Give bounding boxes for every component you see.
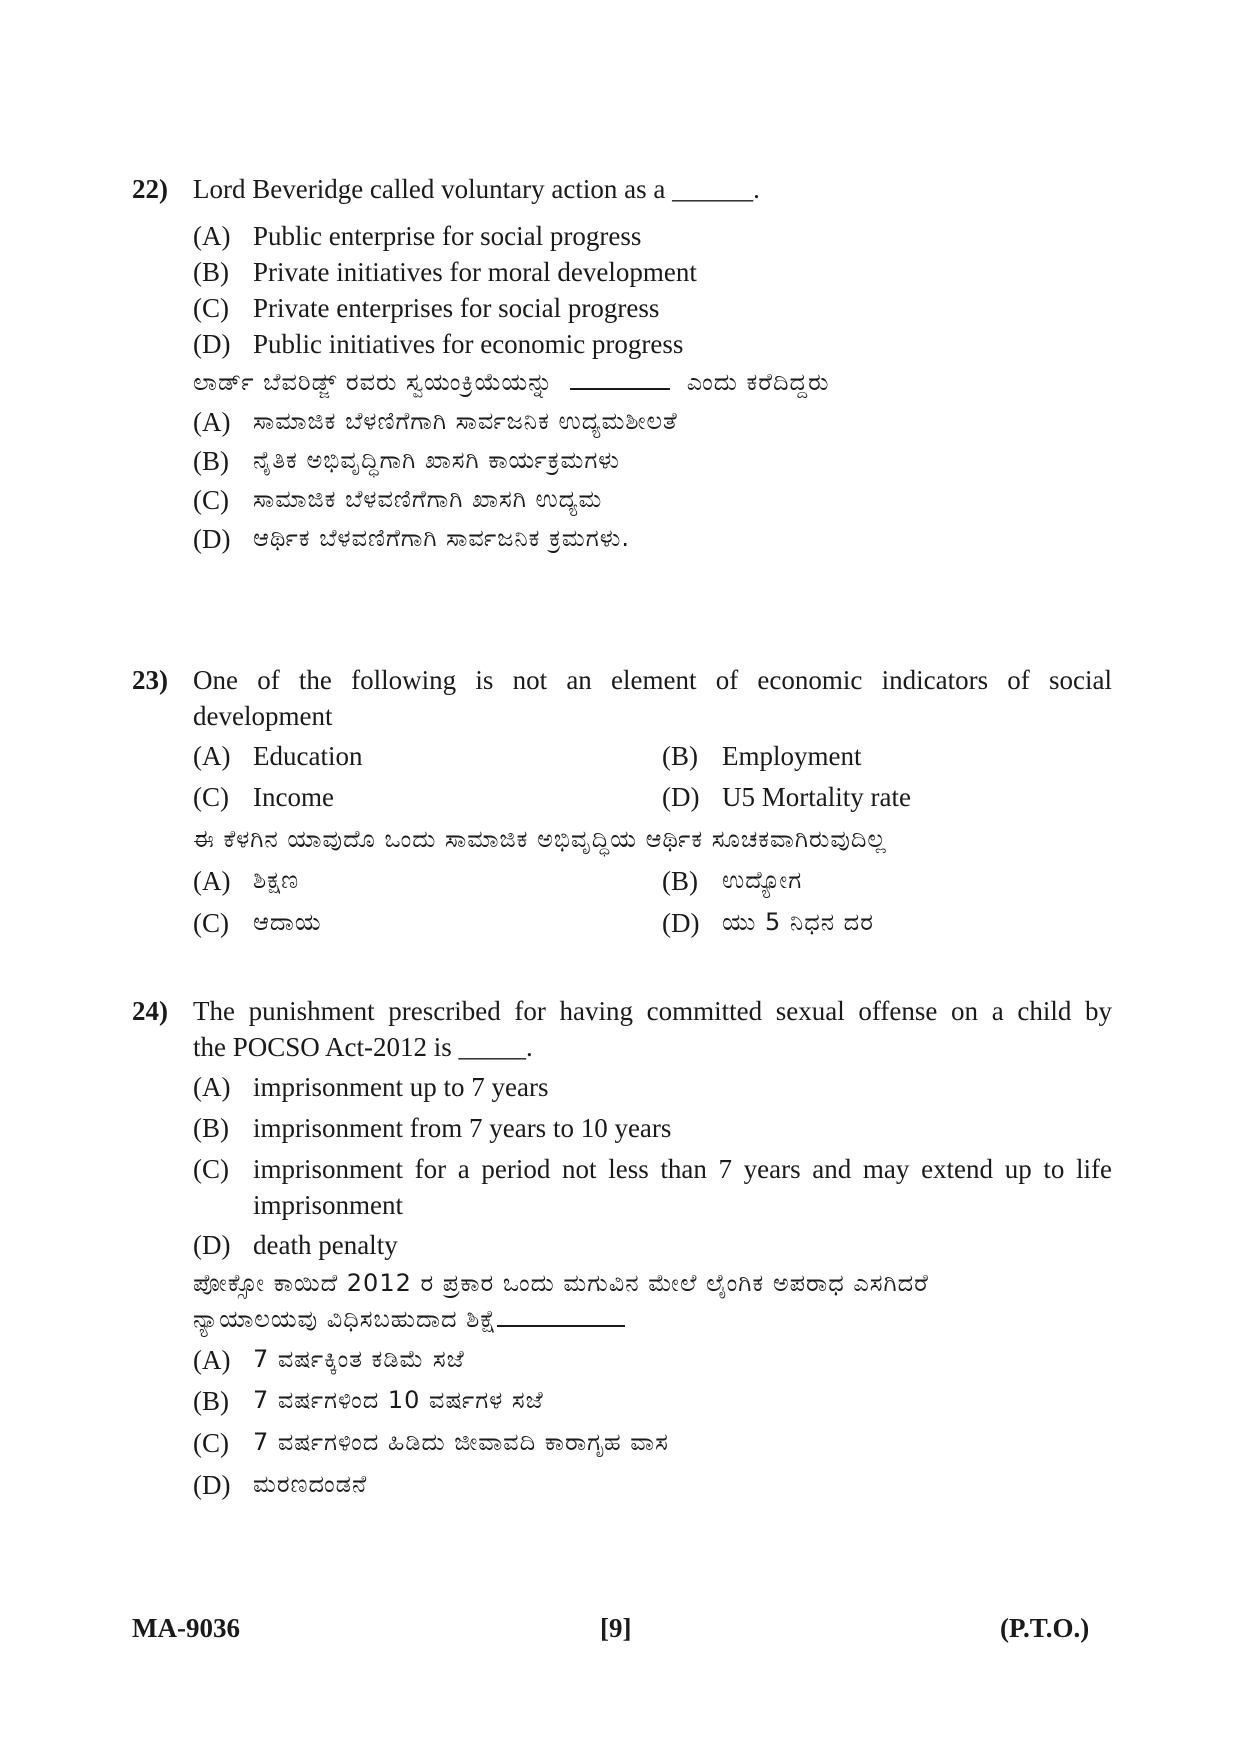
option-label: (B) (193, 1113, 229, 1143)
option-label: (D) (193, 329, 231, 359)
option-text: Private enterprises for social progress (253, 293, 660, 323)
option-text: Education (253, 741, 363, 771)
option-label: (D) (662, 908, 700, 938)
option-text-line2: imprisonment (253, 1190, 403, 1220)
option-label: (A) (193, 1345, 231, 1375)
footer-page-number: [9] (600, 1613, 632, 1643)
option-text: Employment (722, 741, 862, 771)
question-24-stem-kn-line1 (193, 1271, 929, 1295)
option-text: 7 ವರ್ಷಕ್ಕಿಂತ ಕಡಿಮೆ ಸಜೆ (253, 1345, 465, 1373)
option-text: ಸಾಮಾಜಿಕ ಬೆಳಣಿಗೆಗಾಗಿ ಸಾರ್ವಜನಿಕ ಉದ್ಯಮಶೀಲತೆ (253, 407, 678, 435)
question-text-kn-line1: ಪೋಕ್ಸೋ ಕಾಯಿದೆ 2012 ರ ಪ್ರಕಾರ ಒಂದು ಮಗುವಿನ ಮೇಲೆ ಲೈಂಗಿಕ ಅಪರಾಧ ಎಸಗಿದರೆ (193, 1269, 929, 1297)
option-label: (C) (193, 293, 229, 323)
question-text-en-line2: the POCSO Act-2012 is _____. (193, 1032, 533, 1062)
option-label: (B) (193, 1386, 229, 1416)
option-label: (C) (193, 782, 229, 812)
option-label: (A) (193, 221, 231, 251)
option-text: Public enterprise for social progress (253, 221, 642, 251)
option-text: death penalty (253, 1230, 398, 1260)
question-22-stem-kn (193, 370, 829, 394)
question-text-kn-before: ಲಾರ್ಡ್ ಬೆವರಿಡ್ಜ್ ರವರು ಸ್ವಯಂಕ್ರಿಯೆಯನ್ನು (193, 368, 554, 396)
option-text: ನೈತಿಕ ಅಭಿವೃದ್ಧಿಗಾಗಿ ಖಾಸಗಿ ಕಾರ್ಯಕ್ರಮಗಳು (253, 446, 620, 474)
option-text: ಮರಣದಂಡನೆ (253, 1470, 368, 1498)
option-text: ಯು 5 ನಿಧನ ದರ (722, 908, 874, 936)
option-text: ಉದ್ಯೋಗ (722, 866, 803, 894)
option-text: imprisonment from 7 years to 10 years (253, 1113, 672, 1143)
question-24-stem-kn-line2 (193, 1307, 625, 1331)
option-text: ಸಾಮಾಜಿಕ ಬೆಳವಣಿಗೆಗಾಗಿ ಖಾಸಗಿ ಉದ್ಯಮ (253, 485, 603, 513)
option-en-c-line2 (253, 1192, 403, 1219)
option-text: ಆರ್ಥಿಕ ಬೆಳವಣಿಗೆಗಾಗಿ ಸಾರ್ವಜನಿಕ ಕ್ರಮಗಳು. (253, 524, 631, 552)
question-23-stem-kn (193, 827, 887, 851)
option-text: 7 ವರ್ಷಗಳಿಂದ 10 ವರ್ಷಗಳ ಸಜೆ (253, 1386, 544, 1414)
question-number: 23) (132, 665, 168, 695)
option-text: 7 ವರ್ಷಗಳಿಂದ ಹಿಡಿದು ಜೀವಾವದಿ ಕಾರಾಗೃಹ ವಾಸ (253, 1428, 669, 1456)
option-label: (B) (662, 741, 698, 771)
option-text: ಶಿಕ್ಷಣ (253, 866, 300, 894)
option-text: Private initiatives for moral development (253, 257, 697, 287)
question-text-kn: ಈ ಕೆಳಗಿನ ಯಾವುದೊ ಒಂದು ಸಾಮಾಜಿಕ ಅಭಿವೃದ್ಧಿಯ ಆರ್ಥಿಕ ಸೂಚಕವಾಗಿರುವುದಿಲ್ಲ (193, 825, 887, 853)
option-label: (A) (193, 1072, 231, 1102)
option-label: (C) (193, 485, 229, 515)
question-23-stem-line2 (193, 703, 332, 730)
answer-blank (570, 387, 670, 390)
question-text-kn-line2: ನ್ಯಾಯಾಲಯವು ವಿಧಿಸಬಹುದಾದ ಶಿಕ್ಷೆ (193, 1305, 497, 1333)
option-label: (D) (662, 782, 700, 812)
option-label: (C) (193, 1154, 229, 1184)
option-text: imprisonment for a period not less than 7 years and may extend up to life (253, 1154, 1112, 1184)
option-text: ಆದಾಯ (253, 908, 322, 936)
footer-exam-code: MA-9036 (132, 1613, 240, 1643)
option-label: (C) (193, 908, 229, 938)
footer-pto: (P.T.O.) (1000, 1613, 1090, 1643)
option-label: (A) (193, 407, 231, 437)
option-label: (A) (193, 741, 231, 771)
question-text-kn-after: ಎಂದು ಕರೆದಿದ್ದರು (686, 368, 830, 396)
option-text: Income (253, 782, 334, 812)
question-text-en-line1: The punishment prescribed for having committed sexual offense on a child by (193, 996, 1112, 1026)
question-text-en-line2: development (193, 701, 333, 731)
question-24-stem-line2 (193, 1034, 533, 1061)
option-text: Public initiatives for economic progress (253, 329, 684, 359)
question-text-en: Lord Beveridge called voluntary action as a ______. (193, 174, 760, 204)
option-label: (C) (193, 1428, 229, 1458)
question-number: 22) (132, 174, 168, 204)
option-label: (B) (193, 257, 229, 287)
answer-blank (497, 1324, 625, 1327)
option-label: (A) (193, 866, 231, 896)
option-label: (B) (193, 446, 229, 476)
question-text-en-line1: One of the following is not an element of economic indicators of social (193, 665, 1112, 695)
option-text: U5 Mortality rate (722, 782, 911, 812)
option-label: (D) (193, 1470, 231, 1500)
question-number: 24) (132, 996, 168, 1026)
option-label: (D) (193, 524, 231, 554)
option-text: imprisonment up to 7 years (253, 1072, 549, 1102)
option-label: (D) (193, 1230, 231, 1260)
option-label: (B) (662, 866, 698, 896)
